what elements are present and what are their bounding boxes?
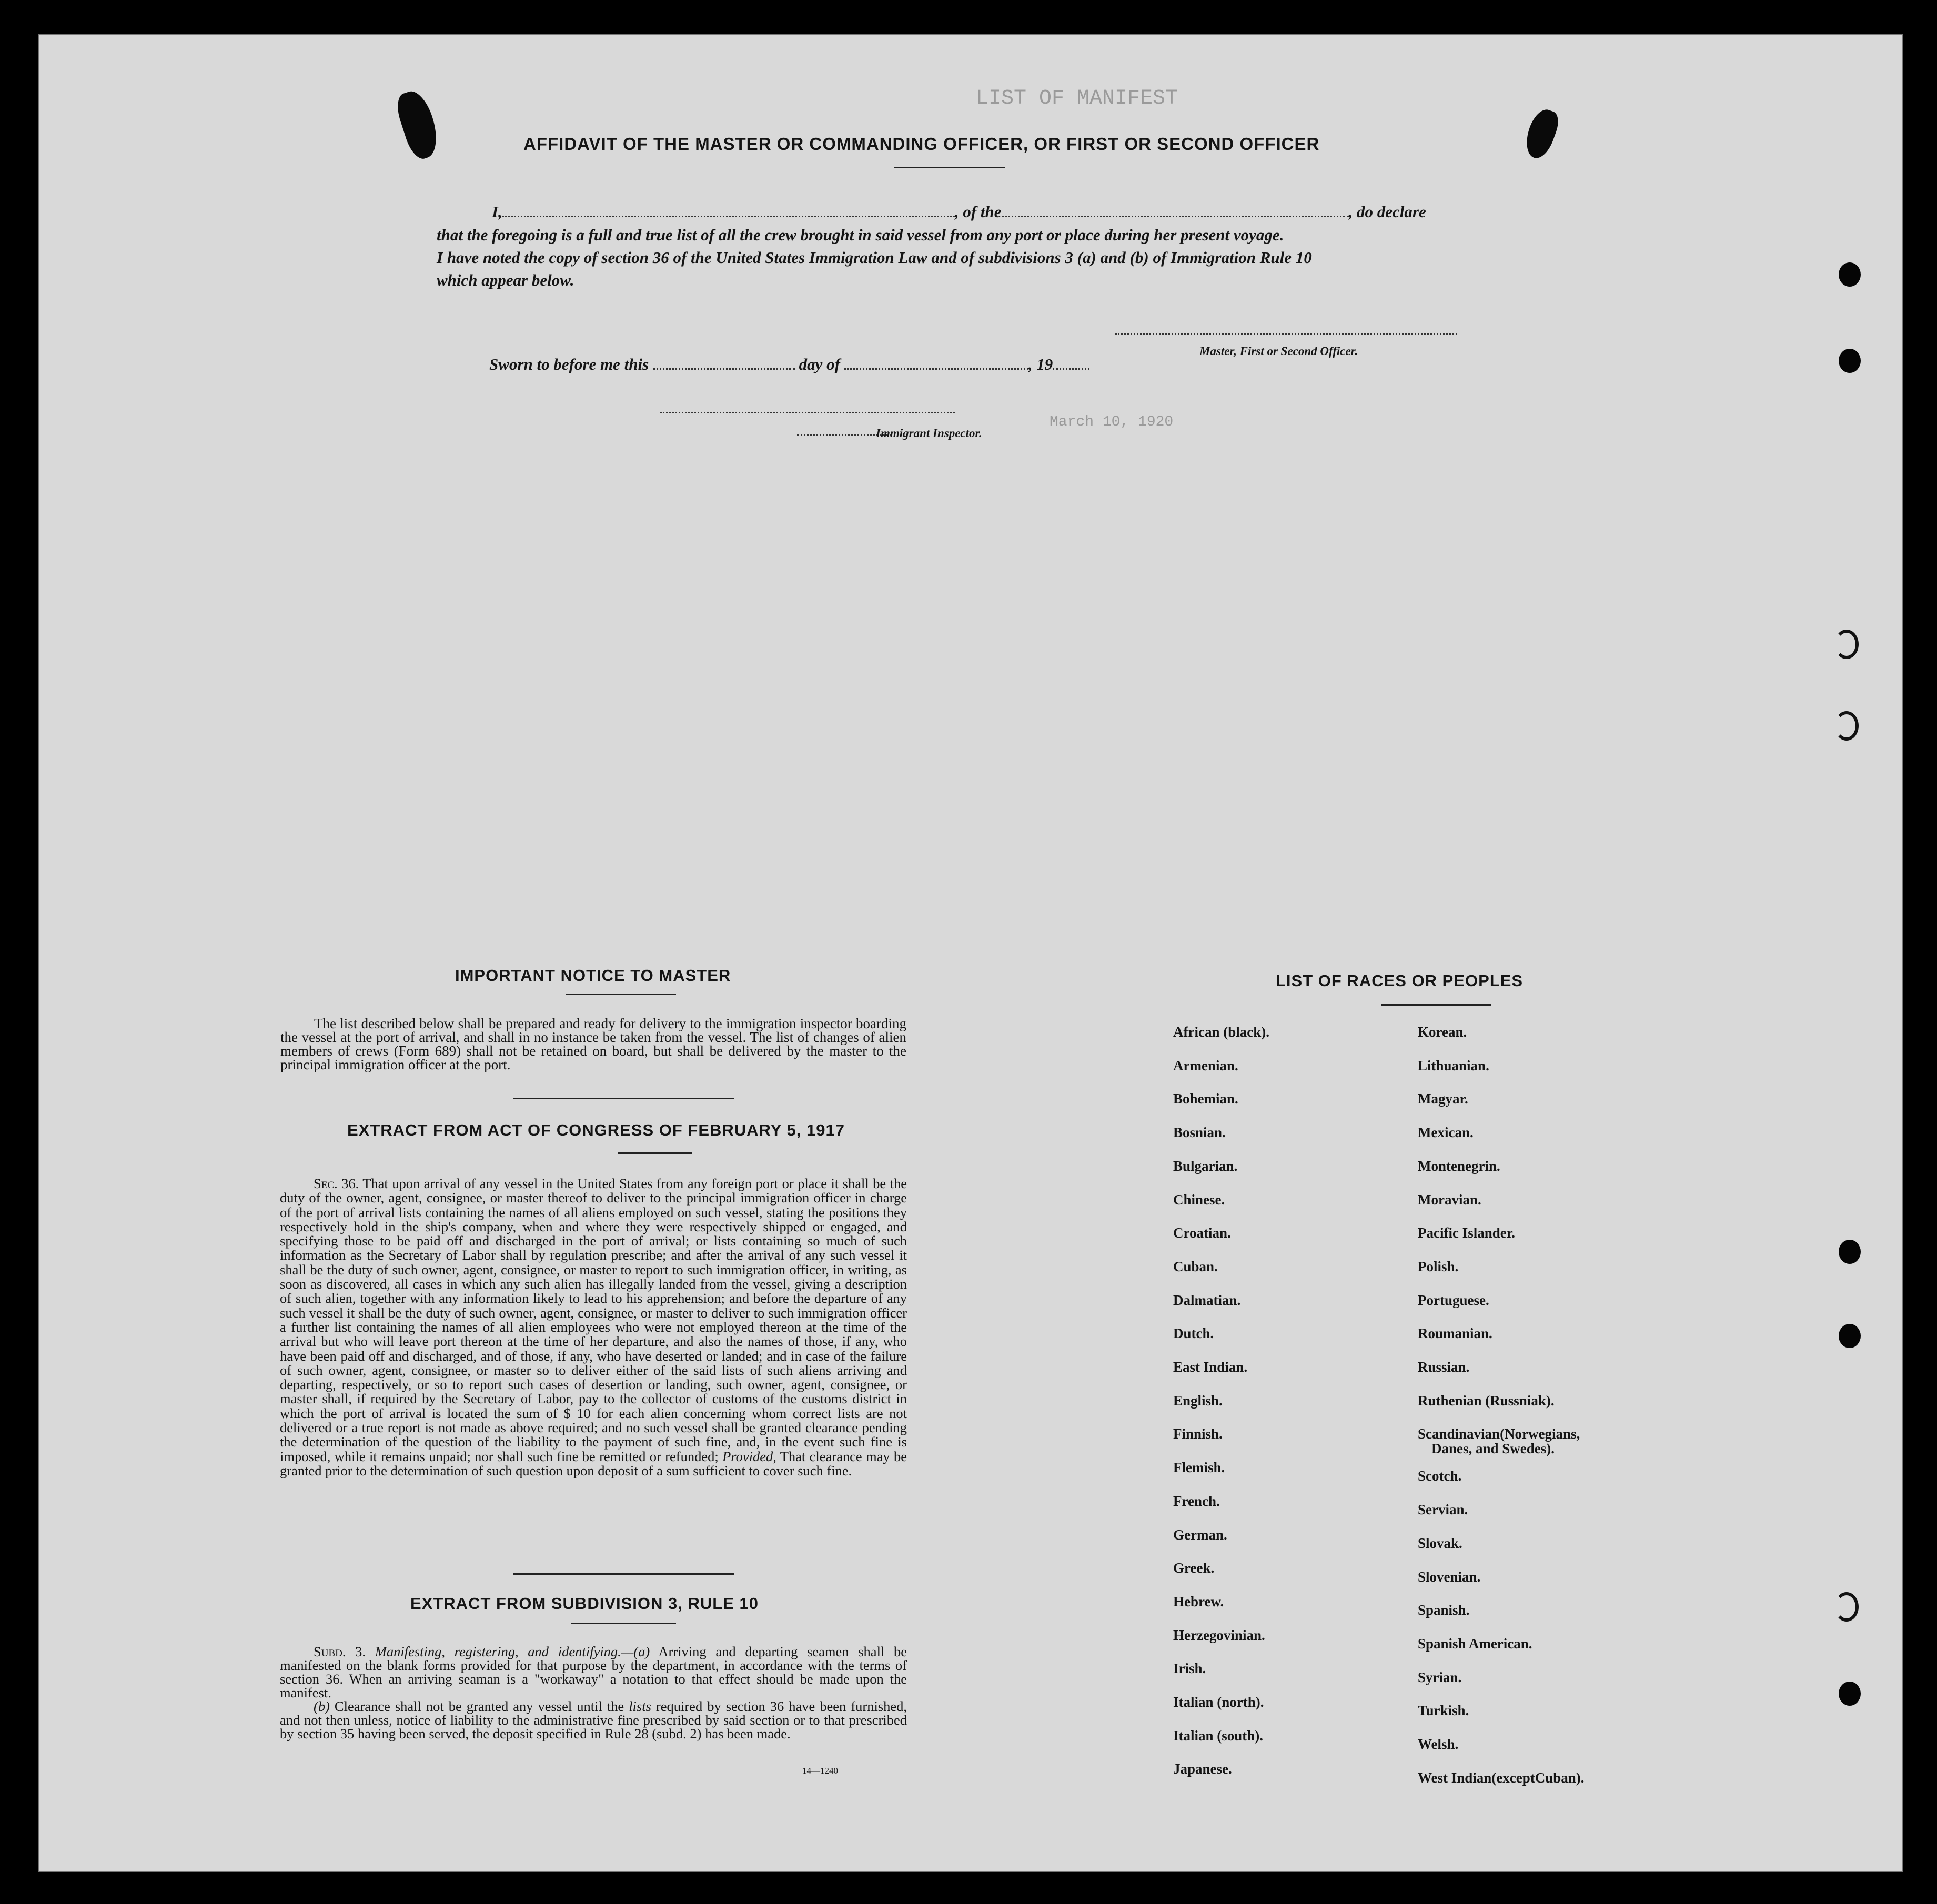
divider bbox=[571, 1623, 676, 1624]
subd-text-b2: required by section 36 have been furnished, and not then unless, notice of liability to the administrative fine prescribed by said section or to that prescribed by section 35 having been served, the deposit specified in Rule 28 (subd. 2) has been made. bbox=[280, 1698, 907, 1741]
race-item: Chinese. bbox=[1173, 1191, 1225, 1208]
race-item: Danes, and Swedes). bbox=[1431, 1441, 1555, 1457]
sworn-day-of: day of bbox=[799, 355, 840, 373]
race-item: Italian (north). bbox=[1173, 1694, 1264, 1710]
sworn-day-blank bbox=[653, 368, 795, 370]
race-item: Greek. bbox=[1173, 1560, 1215, 1576]
subd-label: Subd. 3. bbox=[314, 1644, 366, 1659]
affidavit-title: AFFIDAVIT OF THE MASTER OR COMMANDING OFFICER, OR FIRST OR SECOND OFFICER bbox=[523, 134, 1320, 154]
affidavit-text-3: I have noted the copy of section 36 of the United States Immigration Law and of subdivisions 3 (a) and (b) of Immigration Rule 10 bbox=[437, 248, 1312, 267]
race-item: Polish. bbox=[1418, 1258, 1459, 1274]
sworn-year: , 19 bbox=[1028, 355, 1053, 373]
race-item: Bosnian. bbox=[1173, 1125, 1226, 1141]
divider bbox=[566, 994, 676, 995]
race-item: Bohemian. bbox=[1173, 1091, 1238, 1107]
race-item: Servian. bbox=[1418, 1502, 1468, 1518]
rule-10-text bbox=[280, 1645, 907, 1740]
race-item: Syrian. bbox=[1418, 1669, 1462, 1685]
punch-hole bbox=[1834, 630, 1859, 659]
race-item: Slovak. bbox=[1418, 1535, 1462, 1551]
race-item: Dalmatian. bbox=[1173, 1292, 1241, 1308]
vessel-blank bbox=[1002, 216, 1349, 217]
race-item: Portuguese. bbox=[1418, 1292, 1489, 1308]
bleed-through-header: LIST OF MANIFEST bbox=[976, 87, 1178, 110]
punch-hole bbox=[1839, 1324, 1861, 1348]
provided-text: That clearance may be granted prior to the determination of such question upon deposit of a sum sufficient to cover such fine. bbox=[280, 1448, 907, 1478]
form-number: 14—1240 bbox=[802, 1766, 838, 1776]
notice-title: IMPORTANT NOTICE TO MASTER bbox=[455, 966, 731, 985]
sworn-month-blank bbox=[844, 368, 1028, 370]
race-item: Russian. bbox=[1418, 1359, 1470, 1375]
paper-clip-mark bbox=[1520, 106, 1562, 161]
divider bbox=[513, 1098, 734, 1099]
race-item: Montenegrin. bbox=[1418, 1158, 1500, 1174]
sworn-year-blank bbox=[1053, 368, 1089, 370]
race-item: Armenian. bbox=[1173, 1057, 1238, 1073]
subd-heading: Manifesting, registering, and identifying.—(a) bbox=[375, 1644, 650, 1659]
race-item: Irish. bbox=[1173, 1660, 1206, 1677]
race-item: Cuban. bbox=[1173, 1258, 1218, 1274]
race-item: Slovenian. bbox=[1418, 1568, 1481, 1585]
divider bbox=[894, 167, 1005, 168]
master-signature-blank bbox=[1115, 333, 1457, 335]
subd-text-b-lists: lists bbox=[629, 1698, 651, 1714]
affidavit-declaration-line bbox=[492, 202, 1426, 221]
punch-hole bbox=[1839, 1240, 1861, 1264]
punch-hole bbox=[1839, 1682, 1861, 1706]
extract-act-title: EXTRACT FROM ACT OF CONGRESS OF FEBRUARY 5, 1917 bbox=[347, 1121, 845, 1139]
affidavit-text-4: which appear below. bbox=[437, 271, 574, 289]
race-item: East Indian. bbox=[1173, 1359, 1248, 1375]
race-item: English. bbox=[1173, 1392, 1223, 1409]
race-item: Welsh. bbox=[1418, 1736, 1459, 1752]
race-item: Herzegovinian. bbox=[1173, 1627, 1265, 1643]
race-item: Turkish. bbox=[1418, 1703, 1469, 1719]
race-item: Croatian. bbox=[1173, 1225, 1231, 1241]
declaration-do-declare: , do declare bbox=[1348, 202, 1426, 221]
divider bbox=[618, 1152, 692, 1154]
section-36-text bbox=[280, 1177, 907, 1478]
race-item: Finnish. bbox=[1173, 1426, 1223, 1442]
race-item: Dutch. bbox=[1173, 1325, 1214, 1342]
provided-label: Provided, bbox=[722, 1448, 776, 1464]
race-item: Korean. bbox=[1418, 1024, 1467, 1040]
race-item: Roumanian. bbox=[1418, 1325, 1492, 1342]
declaration-i: I, bbox=[492, 202, 502, 221]
name-blank bbox=[502, 216, 955, 217]
punch-hole bbox=[1839, 262, 1861, 287]
race-item: Mexican. bbox=[1418, 1125, 1474, 1141]
inspector-label: Immigrant Inspector. bbox=[876, 427, 982, 440]
race-item: French. bbox=[1173, 1493, 1220, 1509]
race-item: Magyar. bbox=[1418, 1091, 1468, 1107]
inspector-signature-blank bbox=[660, 412, 955, 413]
punch-hole bbox=[1834, 1592, 1859, 1622]
subd-text-b1: Clearance shall not be granted any vessel until the bbox=[334, 1698, 624, 1714]
race-item: West Indian(exceptCuban). bbox=[1418, 1769, 1585, 1786]
race-item: Moravian. bbox=[1418, 1191, 1481, 1208]
subd-text-a: Arriving and departing seamen shall be manifested on the blank forms provided for that purpose by the department, in accordance with the terms of section 36. When an arriving seaman is a "workaway" a notation to that effect should be made upon the manifest. bbox=[280, 1644, 907, 1700]
sworn-line bbox=[489, 355, 1089, 374]
declaration-of-the: , of the bbox=[954, 202, 1002, 221]
race-item: Lithuanian. bbox=[1418, 1057, 1489, 1073]
punch-hole bbox=[1839, 349, 1861, 373]
section-label: Sec. 36. bbox=[314, 1176, 359, 1191]
race-item: Scandinavian(Norwegians, bbox=[1418, 1426, 1580, 1442]
sworn-text: Sworn to before me this bbox=[489, 355, 649, 373]
race-item: African (black). bbox=[1173, 1024, 1269, 1040]
affidavit-text-2: that the foregoing is a full and true list of all the crew brought in said vessel from any port or place during her present voyage. bbox=[437, 226, 1284, 244]
divider bbox=[513, 1573, 734, 1575]
document-page bbox=[38, 34, 1903, 1872]
race-item: Hebrew. bbox=[1173, 1593, 1224, 1609]
race-item: Italian (south). bbox=[1173, 1727, 1264, 1744]
divider bbox=[1381, 1004, 1491, 1006]
paper-clip-mark bbox=[392, 87, 443, 162]
section-body: That upon arrival of any vessel in the United States from any foreign port or place it shall be the duty of the owner, agent, consignee, or master thereof to deliver to the principal immigration officer in charge of the port of arrival lists containing the names of all aliens employed on such vessel, stating the positions they respectively hold in the ship's company, when and where they were respectively shipped or engaged, and specifying those to be paid off and discharged in the port of arrival; or lists containing so much of such information as the Secretary of Labor shall by regulation prescribe; and after the arrival of any such vessel it shall be the duty of such owner, agent, consignee, or master to report to such immigration officer, in writing, as soon as discovered, all cases in which any such alien has illegally landed from the vessel, giving a description of such alien, together with any information likely to lead to his apprehension; and before the departure of any such vessel it shall be the duty of such owner, agent, consignee, or master to deliver to such immigration officer a further list containing the names of all alien employees who were not employed thereon at the time of the arrival but who will leave port thereon at the time of her departure, and also the names of those, if any, who have been paid off and discharged, and of those, if any, who have deserted or landed; and in case of the failure of such owner, agent, consignee, or master so to deliver either of the said lists of such aliens arriving and departing, respectively, or so to report such cases of desertion or landing, such owner, agent, consignee, or master shall, if required by the Secretary of Labor, pay to the collector of customs of the customs district in which the port of arrival is located the sum of $ 10 for each alien concerning whom correct lists are not delivered or a true report is not made as above required; and no such vessel shall be granted clearance pending the determination of the question of the liability to the payment of such fine, and, in the event such fine is imposed, while it remains unpaid; nor shall such fine be remitted or refunded; bbox=[280, 1176, 907, 1464]
master-label: Master, First or Second Officer. bbox=[1199, 345, 1358, 358]
race-item: Spanish. bbox=[1418, 1602, 1470, 1618]
race-item: Japanese. bbox=[1173, 1761, 1232, 1777]
subd-b-label: (b) bbox=[314, 1698, 330, 1714]
race-item: German. bbox=[1173, 1526, 1227, 1543]
extract-rule-title: EXTRACT FROM SUBDIVISION 3, RULE 10 bbox=[410, 1594, 759, 1613]
race-item: Pacific Islander. bbox=[1418, 1225, 1515, 1241]
race-item: Bulgarian. bbox=[1173, 1158, 1238, 1174]
race-item: Ruthenian (Russniak). bbox=[1418, 1392, 1555, 1409]
race-item: Scotch. bbox=[1418, 1468, 1462, 1484]
punch-hole bbox=[1834, 711, 1859, 741]
race-item: Spanish American. bbox=[1418, 1635, 1532, 1652]
bleed-through-note: March 10, 1920 bbox=[1050, 414, 1174, 430]
races-title: LIST OF RACES OR PEOPLES bbox=[1276, 971, 1524, 990]
race-item: Flemish. bbox=[1173, 1460, 1225, 1476]
notice-text: The list described below shall be prepared and ready for delivery to the immigration inspector boarding the vessel at the port of arrival, and shall in no instance be taken from the vessel. The list of changes of alien members of crews (Form 689) shall not be retained on board, but shall be delivered by the master to the principal immigration officer at the port. bbox=[280, 1016, 906, 1072]
